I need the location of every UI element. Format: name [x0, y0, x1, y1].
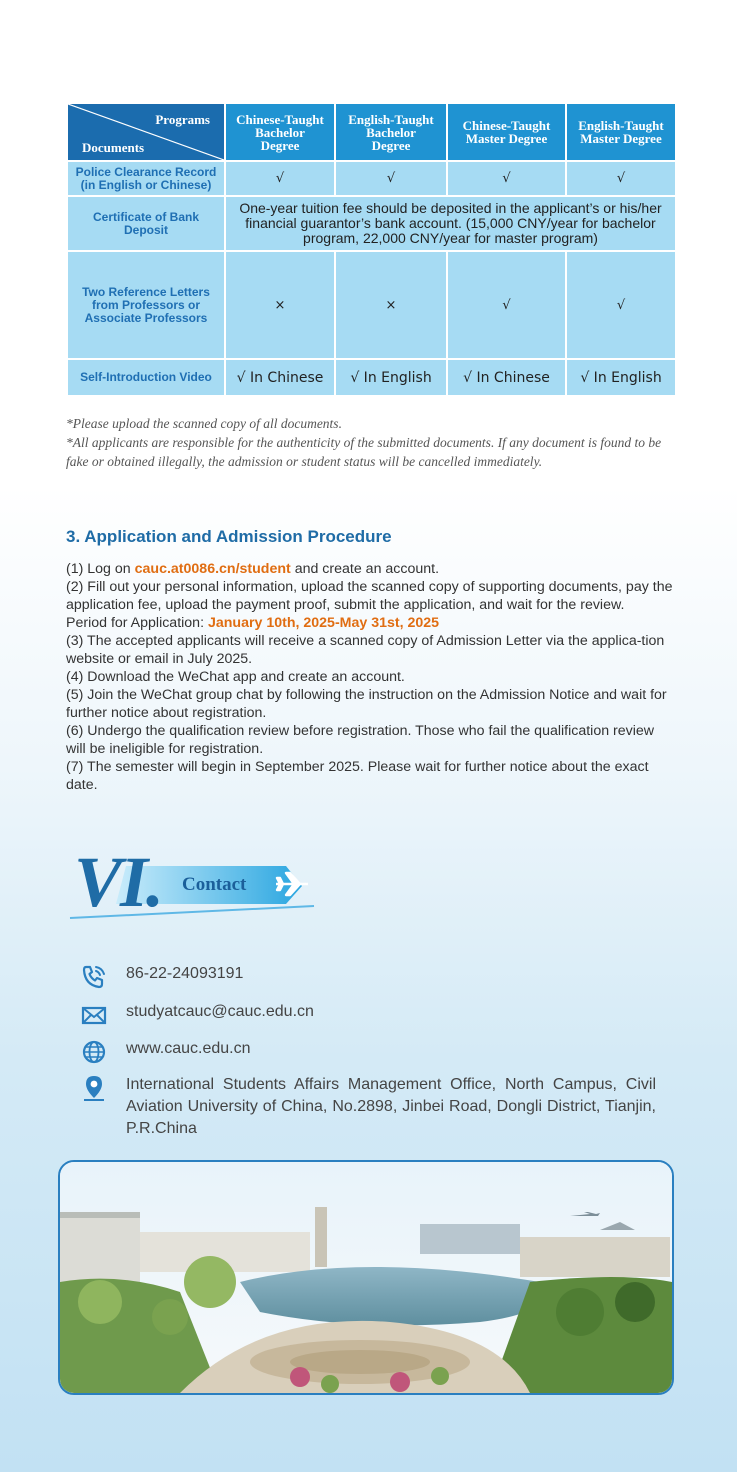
table-row — [67, 251, 676, 359]
document-name-cell: Two Reference Letters from Professors or Associate Professors — [67, 251, 225, 359]
bank-deposit-requirement-cell: One-year tuition fee should be deposited in the applicant’s or his/her financial guarantor’s bank account. (15,000 CNY/year for bachelor program, 22,000 CNY/year for master program) — [225, 196, 676, 251]
column-header-english-master: English-Taught Master Degree — [566, 103, 676, 161]
table-notes — [66, 414, 676, 471]
table-row — [67, 359, 676, 396]
procedure-step-7: (7) The semester will begin in September 2025. Please wait for further notice about the exact date. — [66, 759, 649, 793]
column-header-english-bachelor: English-Taught Bachelor Degree — [335, 103, 447, 161]
column-header-chinese-bachelor: Chinese-Taught Bachelor Degree — [225, 103, 335, 161]
document-requirements-table — [66, 102, 677, 397]
campus-photo — [58, 1160, 674, 1395]
column-header-chinese-master: Chinese-Taught Master Degree — [447, 103, 566, 161]
corner-documents-label: Documents — [82, 140, 145, 155]
contact-section-banner — [66, 842, 316, 924]
note-authenticity: *All applicants are responsible for the authenticity of the submitted documents. If any document is found to be fake or obtained illegally, the admission or student status will be cancelled immediately. — [66, 435, 662, 469]
requirement-cell: √ In Chinese — [225, 359, 335, 396]
section-numeral: VI. — [74, 842, 163, 922]
application-period: Period for Application: January 10th, 2025-May 31st, 2025 — [66, 615, 440, 631]
requirement-cell: √ — [566, 161, 676, 196]
table-corner-cell — [67, 103, 225, 161]
requirement-cell: √ — [447, 251, 566, 359]
table-row — [67, 161, 676, 196]
postal-address: International Students Affairs Management Office, North Campus, Civil Aviation University of China, No.2898, Jinbei Road, Dongli District, Tianjin, P.R.China — [126, 1076, 656, 1137]
procedure-step-2: (2) Fill out your personal information, upload the scanned copy of supporting documents, pay the application fee, upload the payment proof, submit the application, and wait for the review. — [66, 579, 673, 613]
document-name-cell: Certificate of Bank Deposit — [67, 196, 225, 251]
document-name-cell: Police Clearance Record (in English or Chinese) — [67, 161, 225, 196]
procedure-step-6: (6) Undergo the qualification review before registration. Those who fail the qualification review will be ineligible for registration. — [66, 723, 655, 757]
application-period-dates: January 10th, 2025-May 31st, 2025 — [207, 615, 440, 631]
requirement-cell: √ — [225, 161, 335, 196]
email-address[interactable]: studyatcauc@cauc.edu.cn — [126, 1003, 314, 1020]
requirement-cell: √ In Chinese — [447, 359, 566, 396]
contact-address — [80, 1074, 680, 1140]
campus-illustration — [60, 1162, 672, 1393]
airplane-icon — [274, 871, 310, 897]
procedure-step-4: (4) Download the WeChat app and create an account. — [66, 669, 405, 685]
procedure-step-5: (5) Join the WeChat group chat by following the instruction on the Admission Notice and wait for further notice about registration. — [66, 687, 667, 721]
contact-email — [80, 1001, 680, 1029]
requirement-cell: √ — [566, 251, 676, 359]
procedure-step-3: (3) The accepted applicants will receive a scanned copy of Admission Letter via the applica-tion website or email in July 2025. — [66, 633, 665, 667]
requirement-cell: √ In English — [566, 359, 676, 396]
location-pin-icon — [80, 1074, 108, 1102]
contact-heading: Contact — [182, 874, 247, 895]
website-url[interactable]: www.cauc.edu.cn — [126, 1040, 251, 1057]
requirement-cell: × — [225, 251, 335, 359]
phone-number[interactable]: 86-22-24093191 — [126, 965, 244, 982]
requirement-cell: √ — [447, 161, 566, 196]
application-website-link[interactable]: cauc.at0086.cn/student — [134, 561, 291, 577]
corner-programs-label: Programs — [155, 112, 210, 127]
email-icon — [80, 1001, 108, 1029]
contact-phone — [80, 963, 680, 991]
procedure-steps — [66, 560, 676, 794]
requirement-cell: × — [335, 251, 447, 359]
requirement-cell: √ In English — [335, 359, 447, 396]
phone-icon — [80, 963, 108, 991]
requirement-cell: √ — [335, 161, 447, 196]
table-header-row — [67, 103, 676, 161]
document-name-cell: Self-Introduction Video — [67, 359, 225, 396]
note-upload: *Please upload the scanned copy of all documents. — [66, 416, 342, 431]
table-row — [67, 196, 676, 251]
globe-icon — [80, 1038, 108, 1066]
procedure-step-1: (1) Log on cauc.at0086.cn/student and create an account. — [66, 561, 440, 577]
contact-website — [80, 1038, 680, 1066]
procedure-heading: 3. Application and Admission Procedure — [66, 527, 392, 546]
